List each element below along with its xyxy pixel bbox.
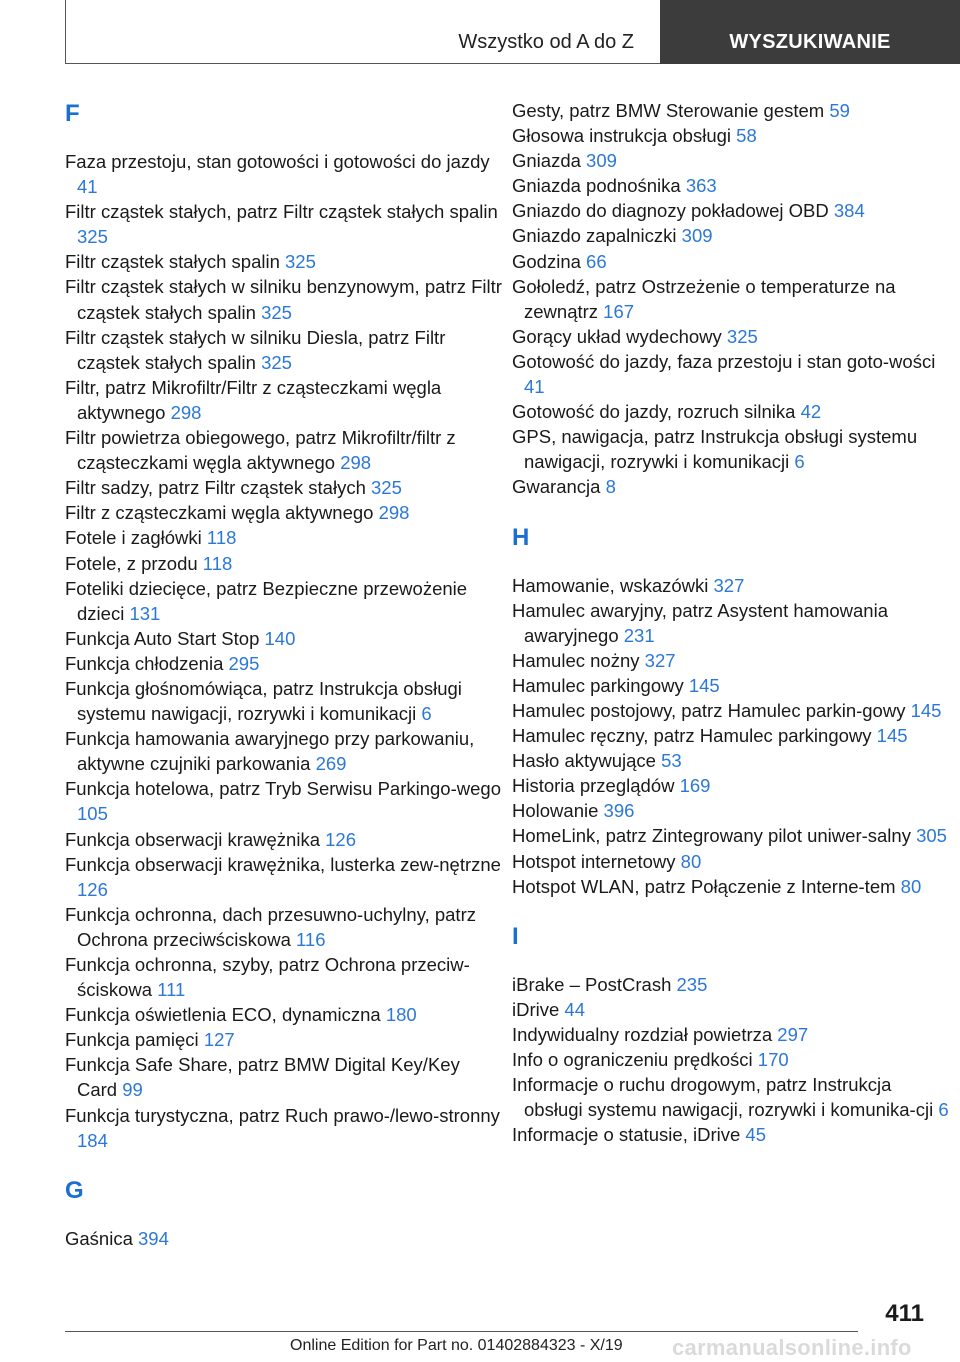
index-entry-text: Gaśnica bbox=[65, 1227, 133, 1249]
index-entry-page-link[interactable]: 131 bbox=[129, 602, 161, 624]
index-entry-text: Hamulec awaryjny, patrz Asystent hamowania awaryjnego bbox=[512, 599, 888, 646]
index-entry bbox=[512, 874, 952, 899]
index-entry-text: Informacje o ruchu drogowym, patrz Instrukcja obsługi systemu nawigacji, rozrywki i komunika-cji bbox=[512, 1074, 934, 1121]
index-entry-text: Gwarancja bbox=[512, 476, 601, 498]
index-entry-page-link[interactable]: 363 bbox=[685, 175, 717, 197]
index-entry bbox=[65, 1103, 505, 1153]
index-entry-page-link[interactable]: 6 bbox=[794, 451, 805, 473]
index-entry bbox=[512, 249, 952, 274]
index-entry-text: Gniazda podnośnika bbox=[512, 175, 681, 197]
index-entry-text: Funkcja hotelowa, patrz Tryb Serwisu Parkingo-wego bbox=[65, 778, 501, 800]
index-entry-page-link[interactable]: 145 bbox=[688, 674, 720, 696]
index-entry bbox=[512, 223, 952, 248]
index-entry-text: Faza przestoju, stan gotowości i gotowości do jazdy bbox=[65, 151, 490, 172]
index-entry-page-link[interactable]: 66 bbox=[586, 250, 607, 272]
index-entry-page-link[interactable]: 80 bbox=[900, 875, 922, 897]
index-entry bbox=[512, 723, 952, 748]
index-entry-text: Filtr cząstek stałych w silniku benzynowym, patrz Filtr cząstek stałych spalin bbox=[65, 276, 502, 323]
index-entry-text: Gniazda bbox=[512, 150, 581, 172]
index-entry-page-link[interactable]: 169 bbox=[679, 775, 711, 797]
index-entry-page-link[interactable]: 180 bbox=[385, 1004, 417, 1026]
index-letter-heading: F bbox=[65, 100, 80, 127]
index-entry-text: Gniazdo zapalniczki bbox=[512, 225, 677, 247]
index-entry bbox=[65, 149, 505, 199]
index-entry bbox=[65, 1027, 505, 1052]
index-entry bbox=[512, 573, 952, 598]
index-entry-page-link[interactable]: 6 bbox=[938, 1099, 949, 1121]
index-letter-heading: H bbox=[512, 523, 530, 551]
index-entry-text: Info o ograniczeniu prędkości bbox=[512, 1049, 753, 1070]
index-entry-page-link[interactable]: 325 bbox=[371, 477, 402, 499]
index-entry bbox=[65, 952, 505, 1002]
footer-divider bbox=[65, 1331, 858, 1332]
header-search-tab[interactable]: WYSZUKIWANIE bbox=[660, 0, 960, 64]
index-entry-text: iBrake – PostCrash bbox=[512, 973, 672, 995]
index-entry-text: Hasło aktywujące bbox=[512, 750, 656, 772]
index-entry bbox=[512, 773, 952, 798]
index-entry bbox=[65, 199, 505, 249]
page-number: 411 bbox=[885, 1300, 924, 1327]
index-entry-text: Funkcja Auto Start Stop bbox=[65, 627, 260, 649]
index-entry-text: Funkcja ochronna, dach przesuwno-uchylny, patrz Ochrona przeciwściskowa bbox=[65, 903, 476, 950]
footer-edition-text: Online Edition for Part no. 01402884323 - X/19 bbox=[290, 1337, 623, 1354]
index-entry-text: Hotspot internetowy bbox=[512, 850, 676, 872]
index-entry-text: Funkcja hamowania awaryjnego przy parkowaniu, aktywne czujniki parkowania bbox=[65, 728, 475, 775]
index-entry-page-link[interactable]: 99 bbox=[122, 1079, 143, 1101]
index-entry-text: Hamulec ręczny, patrz Hamulec parkingowy bbox=[512, 725, 872, 747]
index-entry bbox=[512, 698, 952, 723]
index-entry-text: Funkcja pamięci bbox=[65, 1029, 199, 1051]
index-entry-page-link[interactable]: 145 bbox=[876, 725, 908, 747]
index-entry bbox=[512, 123, 952, 148]
index-entry-text: Funkcja Safe Share, patrz BMW Digital Key/Key Card bbox=[65, 1054, 460, 1101]
header-section-title: Wszystko od A do Z bbox=[458, 31, 634, 53]
index-entry bbox=[512, 399, 952, 424]
index-entry-page-link[interactable]: 58 bbox=[736, 125, 757, 147]
index-entry-page-link[interactable]: 145 bbox=[910, 699, 942, 721]
index-entry bbox=[512, 173, 952, 198]
index-entry bbox=[65, 274, 505, 324]
index-entry-page-link[interactable]: 118 bbox=[202, 552, 233, 574]
index-entry-page-link[interactable]: 184 bbox=[77, 1129, 108, 1151]
index-entry bbox=[65, 249, 505, 274]
index-entry bbox=[512, 798, 952, 823]
index-entry-text: Funkcja ochronna, szyby, patrz Ochrona przeciw-ściskowa bbox=[65, 954, 470, 1001]
index-entry bbox=[512, 349, 952, 399]
index-entry bbox=[512, 823, 952, 848]
index-entry-page-link[interactable]: 8 bbox=[605, 476, 616, 498]
index-entry-text: Funkcja głośnomówiąca, patrz Instrukcja obsługi systemu nawigacji, rozrywki i komunikacji bbox=[65, 677, 462, 725]
index-entry bbox=[512, 1022, 952, 1047]
index-entry-page-link[interactable]: 305 bbox=[916, 825, 947, 847]
index-entry bbox=[65, 1226, 505, 1251]
index-entry-text: Gorący układ wydechowy bbox=[512, 325, 722, 347]
index-entry-page-link[interactable]: 80 bbox=[680, 850, 702, 872]
index-entry-text: Filtr z cząsteczkami węgla aktywnego bbox=[65, 502, 374, 524]
index-entry-text: Hamulec parkingowy bbox=[512, 674, 684, 696]
index-column-left bbox=[65, 98, 505, 1251]
index-entry bbox=[65, 500, 505, 525]
index-entry bbox=[512, 1122, 952, 1147]
index-entry-page-link[interactable]: 105 bbox=[77, 803, 108, 825]
index-entry-text: Gniazdo do diagnozy pokładowej OBD bbox=[512, 200, 829, 222]
index-entry bbox=[512, 148, 952, 173]
index-entry-text: Filtr cząstek stałych, patrz Filtr cząstek stałych spalin bbox=[65, 201, 498, 223]
index-entry bbox=[65, 475, 505, 500]
index-entry bbox=[512, 598, 952, 648]
index-entry bbox=[512, 972, 952, 997]
index-entry-page-link[interactable]: 297 bbox=[777, 1023, 809, 1045]
index-entry-page-link[interactable]: 309 bbox=[681, 225, 713, 247]
index-entry-page-link[interactable]: 44 bbox=[564, 998, 585, 1020]
index-entry bbox=[512, 424, 952, 474]
index-entry-page-link[interactable]: 325 bbox=[77, 226, 108, 248]
index-entry-page-link[interactable]: 6 bbox=[421, 703, 432, 725]
index-entry bbox=[65, 325, 505, 375]
index-entry bbox=[512, 1047, 952, 1072]
index-entry-text: Filtr, patrz Mikrofiltr/Filtr z cząsteczkami węgla aktywnego bbox=[65, 376, 442, 423]
index-entry bbox=[65, 1002, 505, 1027]
index-entry-page-link[interactable]: 325 bbox=[285, 251, 316, 273]
watermark-logo: carmanualsonline.info bbox=[672, 1335, 912, 1360]
index-entry-text: Hamulec postojowy, patrz Hamulec parkin-gowy bbox=[512, 699, 906, 721]
index-entry-page-link[interactable]: 235 bbox=[676, 973, 708, 995]
index-entry-page-link[interactable]: 126 bbox=[77, 878, 108, 900]
index-entry-page-link[interactable]: 231 bbox=[623, 624, 655, 646]
index-entry-text: Gesty, patrz BMW Sterowanie gestem bbox=[512, 100, 825, 121]
index-entry bbox=[512, 997, 952, 1022]
index-entry-page-link[interactable]: 167 bbox=[603, 300, 635, 322]
index-entry-text: Gotowość do jazdy, rozruch silnika bbox=[512, 401, 796, 423]
index-entry bbox=[65, 651, 505, 676]
index-entry-text: Hamulec nożny bbox=[512, 649, 640, 671]
index-entry-page-link[interactable]: 325 bbox=[726, 325, 758, 347]
index-entry bbox=[65, 626, 505, 651]
index-entry bbox=[65, 576, 505, 626]
index-entry-page-link[interactable]: 396 bbox=[603, 800, 635, 822]
index-entry-text: Filtr sadzy, patrz Filtr cząstek stałych bbox=[65, 477, 366, 499]
index-entry-text: Hamowanie, wskazówki bbox=[512, 574, 709, 596]
index-entry bbox=[512, 324, 952, 349]
index-entry-text: Foteliki dziecięce, patrz Bezpieczne przewożenie dzieci bbox=[65, 577, 468, 624]
index-entry-text: Fotele i zagłówki bbox=[65, 527, 202, 549]
index-letter-heading: G bbox=[65, 1176, 84, 1204]
index-entry-page-link[interactable]: 111 bbox=[157, 979, 186, 1001]
index-entry bbox=[512, 1072, 952, 1122]
index-entry bbox=[512, 673, 952, 698]
index-letter-heading: I bbox=[512, 922, 519, 950]
index-entry-text: Gotowość do jazdy, faza przestoju i stan goto-wości bbox=[512, 350, 936, 372]
index-entry-page-link[interactable]: 298 bbox=[340, 452, 372, 474]
index-entry-page-link[interactable]: 118 bbox=[206, 527, 237, 549]
index-entry bbox=[65, 525, 505, 550]
index-entry-page-link[interactable]: 325 bbox=[261, 301, 292, 323]
index-entry bbox=[512, 648, 952, 673]
index-entry bbox=[65, 852, 505, 902]
index-entry-text: Filtr cząstek stałych spalin bbox=[65, 251, 280, 273]
index-entry-text: GPS, nawigacja, patrz Instrukcja obsługi systemu nawigacji, rozrywki i komunikacji bbox=[512, 426, 918, 473]
index-entry-text: Indywidualny rozdział powietrza bbox=[512, 1023, 773, 1045]
index-entry-text: Głosowa instrukcja obsługi bbox=[512, 125, 732, 147]
index-entry-page-link[interactable]: 126 bbox=[325, 828, 357, 850]
index-entry-text: Filtr cząstek stałych w silniku Diesla, patrz Filtr cząstek stałych spalin bbox=[65, 326, 446, 373]
index-entry bbox=[512, 474, 952, 499]
index-entry bbox=[65, 375, 505, 425]
index-entry-page-link[interactable]: 394 bbox=[138, 1227, 169, 1249]
index-entry-text: Filtr powietrza obiegowego, patrz Mikrofiltr/filtr z cząsteczkami węgla aktywnego bbox=[65, 427, 456, 474]
index-entry bbox=[512, 198, 952, 223]
index-entry-page-link[interactable]: 298 bbox=[378, 502, 410, 524]
index-entry bbox=[65, 1052, 505, 1102]
index-entry-text: Fotele, z przodu bbox=[65, 552, 198, 574]
index-entry-text: Hotspot WLAN, patrz Połączenie z Interne-tem bbox=[512, 875, 896, 897]
index-entry-text: Funkcja obserwacji krawężnika, lusterka zew-nętrzne bbox=[65, 853, 501, 875]
index-entry-page-link[interactable]: 53 bbox=[661, 750, 682, 772]
index-entry-page-link[interactable]: 325 bbox=[261, 351, 292, 373]
index-entry-text: Godzina bbox=[512, 250, 581, 272]
index-entry-text: Funkcja turystyczna, patrz Ruch prawo-/lewo-stronny bbox=[65, 1104, 500, 1126]
index-entry-text: Holowanie bbox=[512, 800, 599, 822]
index-entry-page-link[interactable]: 384 bbox=[833, 200, 865, 222]
index-entry-page-link[interactable]: 127 bbox=[203, 1029, 235, 1051]
index-entry bbox=[65, 827, 505, 852]
index-entry bbox=[65, 676, 505, 726]
index-entry-page-link[interactable]: 170 bbox=[757, 1049, 789, 1070]
index-entry bbox=[512, 98, 952, 123]
index-entry-page-link[interactable]: 41 bbox=[77, 176, 98, 198]
index-entry-page-link[interactable]: 327 bbox=[644, 649, 676, 671]
index-entry-text: Funkcja chłodzenia bbox=[65, 652, 224, 674]
index-column-right bbox=[512, 98, 952, 1147]
index-entry-page-link[interactable]: 295 bbox=[228, 652, 260, 674]
index-entry-page-link[interactable]: 298 bbox=[170, 401, 202, 423]
index-entry-page-link[interactable]: 269 bbox=[315, 753, 347, 775]
index-entry-text: HomeLink, patrz Zintegrowany pilot uniwer-salny bbox=[512, 825, 911, 847]
index-entry-text: Historia przeglądów bbox=[512, 775, 675, 797]
index-entry bbox=[65, 551, 505, 576]
index-entry bbox=[65, 902, 505, 952]
index-entry-text: Gołoledź, patrz Ostrzeżenie o temperaturze na zewnątrz bbox=[512, 275, 896, 322]
index-entry-text: Funkcja oświetlenia ECO, dynamiczna bbox=[65, 1004, 381, 1026]
index-entry-page-link[interactable]: 116 bbox=[296, 928, 326, 950]
index-entry-text: Informacje o statusie, iDrive bbox=[512, 1124, 741, 1146]
index-entry bbox=[512, 849, 952, 874]
index-entry bbox=[65, 726, 505, 776]
index-entry-page-link[interactable]: 45 bbox=[745, 1124, 766, 1146]
index-entry-page-link[interactable]: 140 bbox=[264, 627, 296, 649]
index-entry bbox=[65, 776, 505, 826]
index-entry-page-link[interactable]: 309 bbox=[586, 150, 617, 172]
index-entry bbox=[512, 274, 952, 324]
index-entry bbox=[512, 748, 952, 773]
index-entry-text: Funkcja obserwacji krawężnika bbox=[65, 828, 320, 850]
index-entry-text: iDrive bbox=[512, 998, 560, 1020]
index-entry-page-link[interactable]: 59 bbox=[829, 100, 850, 121]
index-entry-page-link[interactable]: 41 bbox=[524, 376, 545, 398]
index-entry-page-link[interactable]: 42 bbox=[800, 401, 822, 423]
index-entry-page-link[interactable]: 327 bbox=[713, 574, 745, 596]
index-entry bbox=[65, 425, 505, 475]
